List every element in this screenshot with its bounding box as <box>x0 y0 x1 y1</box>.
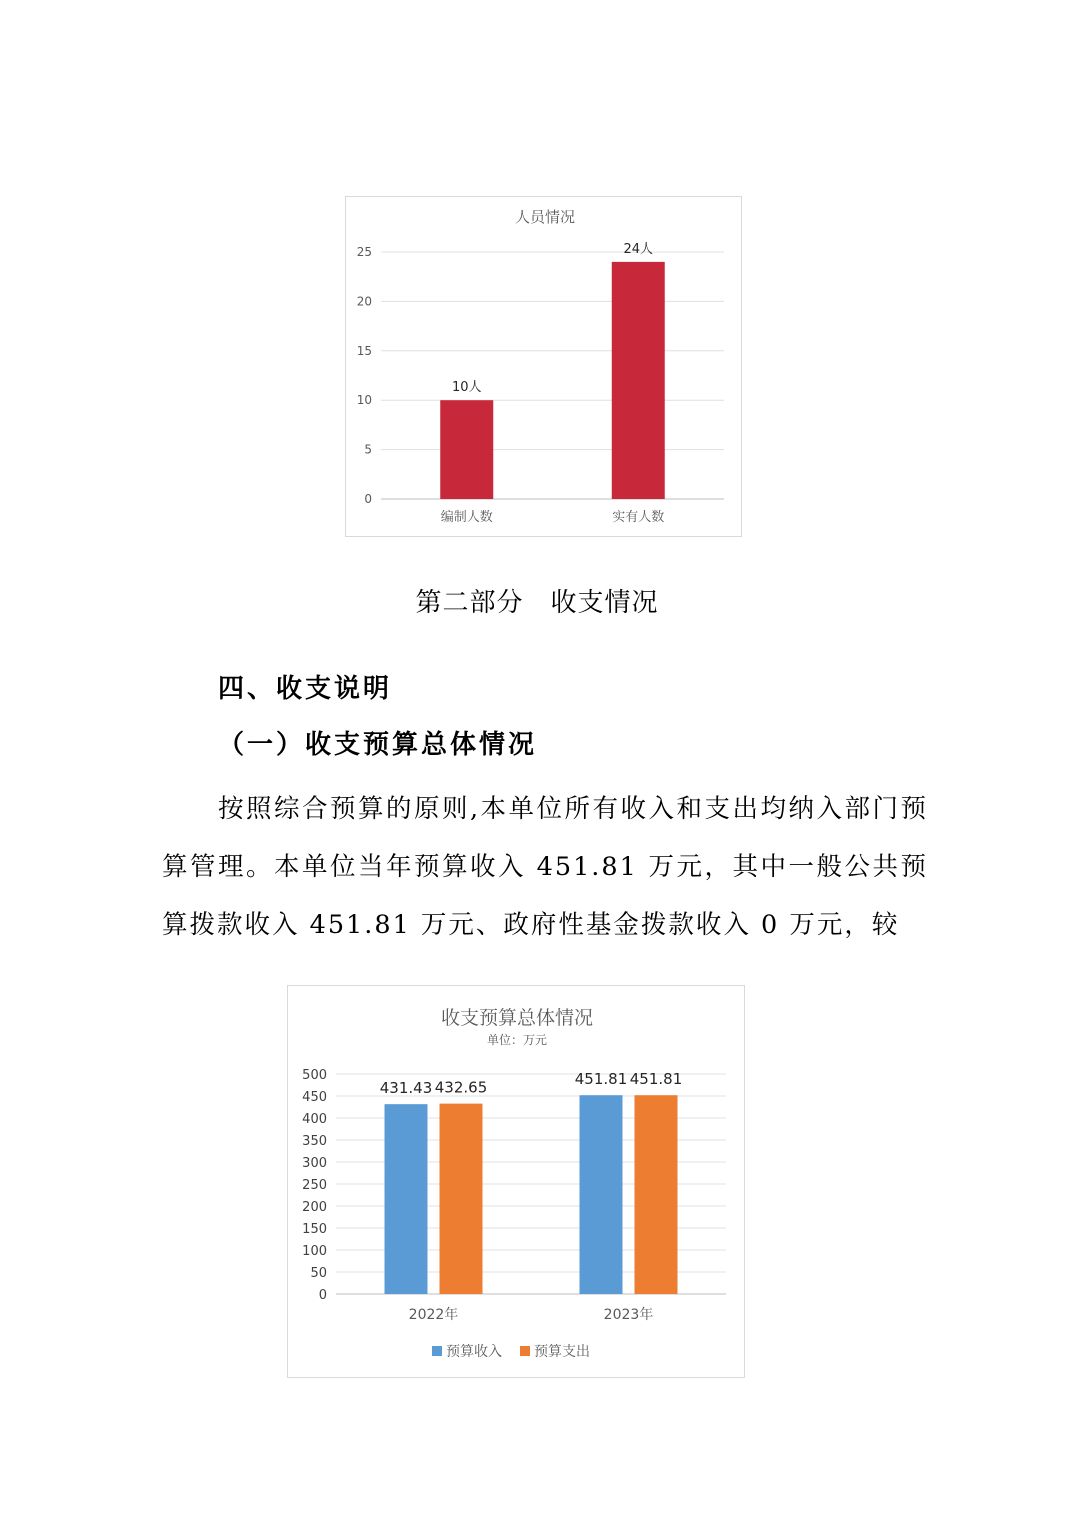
y-tick-label: 15 <box>356 343 372 358</box>
x-tick-label: 编制人数 <box>440 510 493 525</box>
legend-label: 预算收入 <box>446 1344 502 1360</box>
data-label: 431.43 <box>379 1079 433 1098</box>
y-tick-label: 5 <box>364 442 372 457</box>
data-label: 10人 <box>451 380 482 396</box>
staff-chart <box>345 196 742 537</box>
chart-title: 收支预算总体情况 <box>440 1007 594 1029</box>
data-label: 451.81 <box>629 1070 683 1089</box>
bar-0 <box>440 400 493 499</box>
x-tick-label: 2023年 <box>603 1307 654 1323</box>
y-tick-label: 250 <box>302 1178 327 1193</box>
bar-0-0 <box>385 1104 428 1294</box>
bar-1 <box>612 262 665 499</box>
legend-swatch <box>520 1346 530 1356</box>
y-tick-label: 50 <box>310 1266 327 1281</box>
y-tick-label: 400 <box>302 1112 327 1127</box>
data-label: 432.65 <box>434 1078 488 1097</box>
data-label: 451.81 <box>574 1070 628 1089</box>
y-tick-label: 500 <box>302 1068 327 1083</box>
budget-chart-svg <box>288 986 746 1379</box>
body-paragraph: 按照综合预算的原则,本单位所有收入和支出均纳入部门预算管理。本单位当年预算收入 451.81 万元，其中一般公共预算拨款收入 451.81 万元、政府性基金拨款收入 0 万元，较 <box>162 794 928 940</box>
section-heading: 四、收支说明 <box>218 674 393 704</box>
x-tick-label: 实有人数 <box>612 510 665 525</box>
budget-chart <box>287 985 745 1378</box>
y-tick-label: 200 <box>302 1200 327 1215</box>
y-tick-label: 450 <box>302 1090 327 1105</box>
part-title: 第二部分 收支情况 <box>415 588 659 618</box>
staff-chart-svg <box>346 197 743 538</box>
y-tick-label: 0 <box>318 1288 327 1303</box>
y-tick-label: 150 <box>302 1222 327 1237</box>
y-tick-label: 10 <box>356 393 372 408</box>
y-tick-label: 300 <box>302 1156 327 1171</box>
y-tick-label: 350 <box>302 1134 327 1149</box>
bar-1-1 <box>635 1095 678 1294</box>
bar-0-1 <box>440 1104 483 1294</box>
bar-1-0 <box>580 1095 623 1294</box>
y-tick-label: 0 <box>364 492 372 506</box>
chart-subtitle: 单位：万元 <box>486 1033 548 1047</box>
data-label: 24人 <box>623 241 654 257</box>
y-tick-label: 20 <box>356 294 372 309</box>
chart-title: 人员情况 <box>514 208 576 226</box>
y-tick-label: 25 <box>356 245 372 259</box>
x-tick-label: 2022年 <box>408 1307 459 1323</box>
legend-swatch <box>432 1346 442 1356</box>
subsection-heading: （一）收支预算总体情况 <box>218 730 538 760</box>
y-tick-label: 100 <box>302 1244 327 1259</box>
legend-label: 预算支出 <box>534 1344 590 1360</box>
